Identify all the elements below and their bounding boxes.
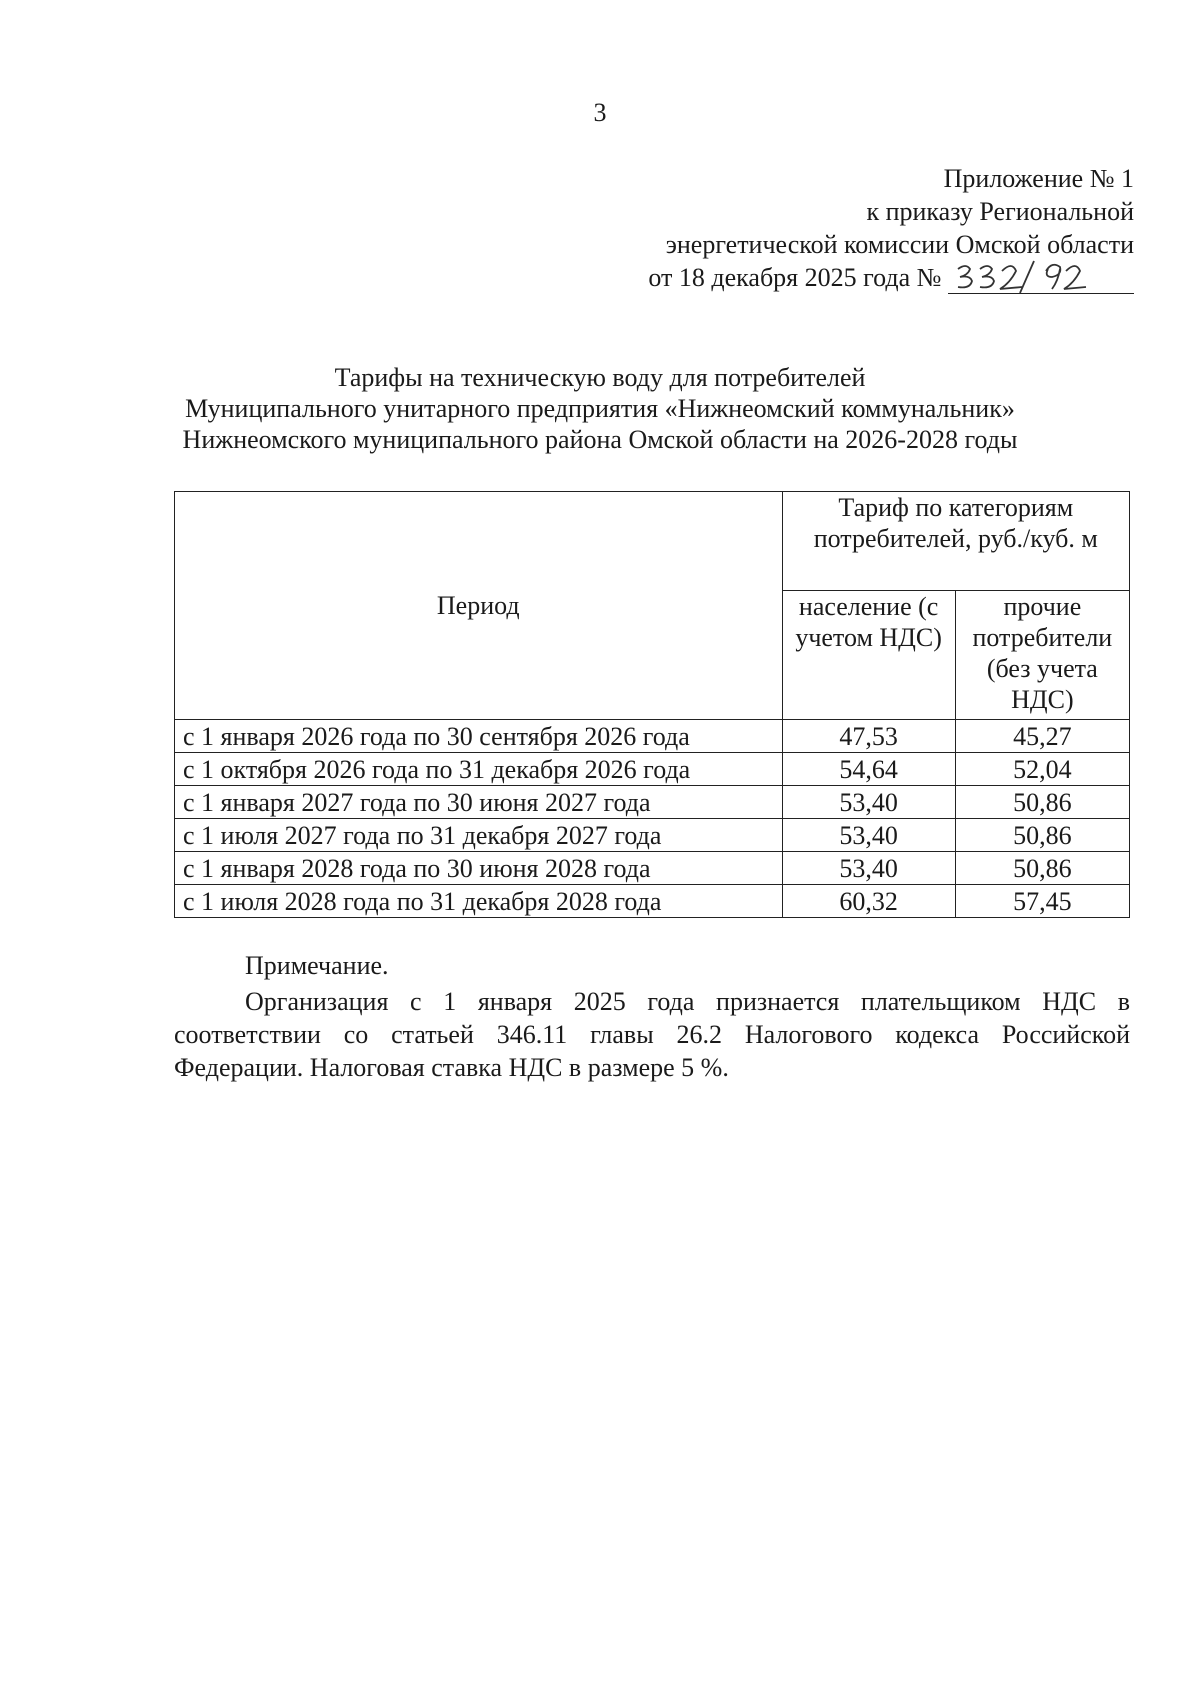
- document-title: [0, 362, 1200, 455]
- population-tariff-cell: 53,40: [782, 819, 955, 852]
- other-tariff-cell: 57,45: [955, 885, 1129, 918]
- population-tariff-cell: 60,32: [782, 885, 955, 918]
- period-cell: с 1 января 2028 года по 30 июня 2028 года: [175, 852, 783, 885]
- tariff-table: [174, 491, 1130, 918]
- period-cell: с 1 октября 2026 года по 31 декабря 2026 года: [175, 753, 783, 786]
- appendix-header: [648, 162, 1134, 294]
- title-line-2: Муниципального унитарного предприятия «Нижнеомский коммунальник»: [185, 394, 1015, 423]
- other-tariff-cell: 52,04: [955, 753, 1129, 786]
- page-number: 3: [593, 98, 607, 127]
- period-cell: с 1 июля 2028 года по 31 декабря 2028 года: [175, 885, 783, 918]
- tariff-header: Тариф по категориям потребителей, руб./куб. м: [782, 492, 1129, 591]
- other-consumers-header: прочие потребители (без учета НДС): [955, 591, 1129, 720]
- table-row: [175, 720, 1130, 753]
- other-tariff-cell: 50,86: [955, 852, 1129, 885]
- table-row: [175, 786, 1130, 819]
- period-cell: с 1 января 2027 года по 30 июня 2027 года: [175, 786, 783, 819]
- population-header: население (с учетом НДС): [782, 591, 955, 720]
- other-tariff-cell: 50,86: [955, 786, 1129, 819]
- handwritten-number-icon: [948, 257, 1134, 293]
- title-line-1: Тарифы на техническую воду для потребителей: [334, 363, 866, 392]
- population-tariff-cell: 54,64: [782, 753, 955, 786]
- table-row: [175, 819, 1130, 852]
- title-line-3: Нижнеомского муниципального района Омской области на 2026-2028 годы: [182, 425, 1018, 454]
- appendix-line-2: к приказу Региональной: [866, 197, 1134, 226]
- other-tariff-cell: 50,86: [955, 819, 1129, 852]
- note-title: Примечание.: [245, 951, 389, 980]
- period-cell: с 1 января 2026 года по 30 сентября 2026 года: [175, 720, 783, 753]
- population-tariff-cell: 47,53: [782, 720, 955, 753]
- order-date-label: от 18 декабря 2025 года №: [648, 263, 942, 292]
- order-number-handwritten: [948, 263, 1134, 294]
- period-cell: с 1 июля 2027 года по 31 декабря 2027 года: [175, 819, 783, 852]
- period-header: Период: [175, 492, 783, 720]
- appendix-line-3: энергетической комиссии Омской области: [665, 230, 1134, 259]
- table-row: [175, 852, 1130, 885]
- table-row: [175, 885, 1130, 918]
- population-tariff-cell: 53,40: [782, 852, 955, 885]
- appendix-line-1: Приложение № 1: [943, 164, 1134, 193]
- population-tariff-cell: 53,40: [782, 786, 955, 819]
- other-tariff-cell: 45,27: [955, 720, 1129, 753]
- appendix-line-4: [648, 261, 1134, 294]
- table-row: [175, 753, 1130, 786]
- note-text: Организация с 1 января 2025 года признается плательщиком НДС в соответствии со статьей 346.11 главы 26.2 Налогового кодекса Российской Федерации. Налоговая ставка НДС в размере 5 %.: [174, 987, 1130, 1082]
